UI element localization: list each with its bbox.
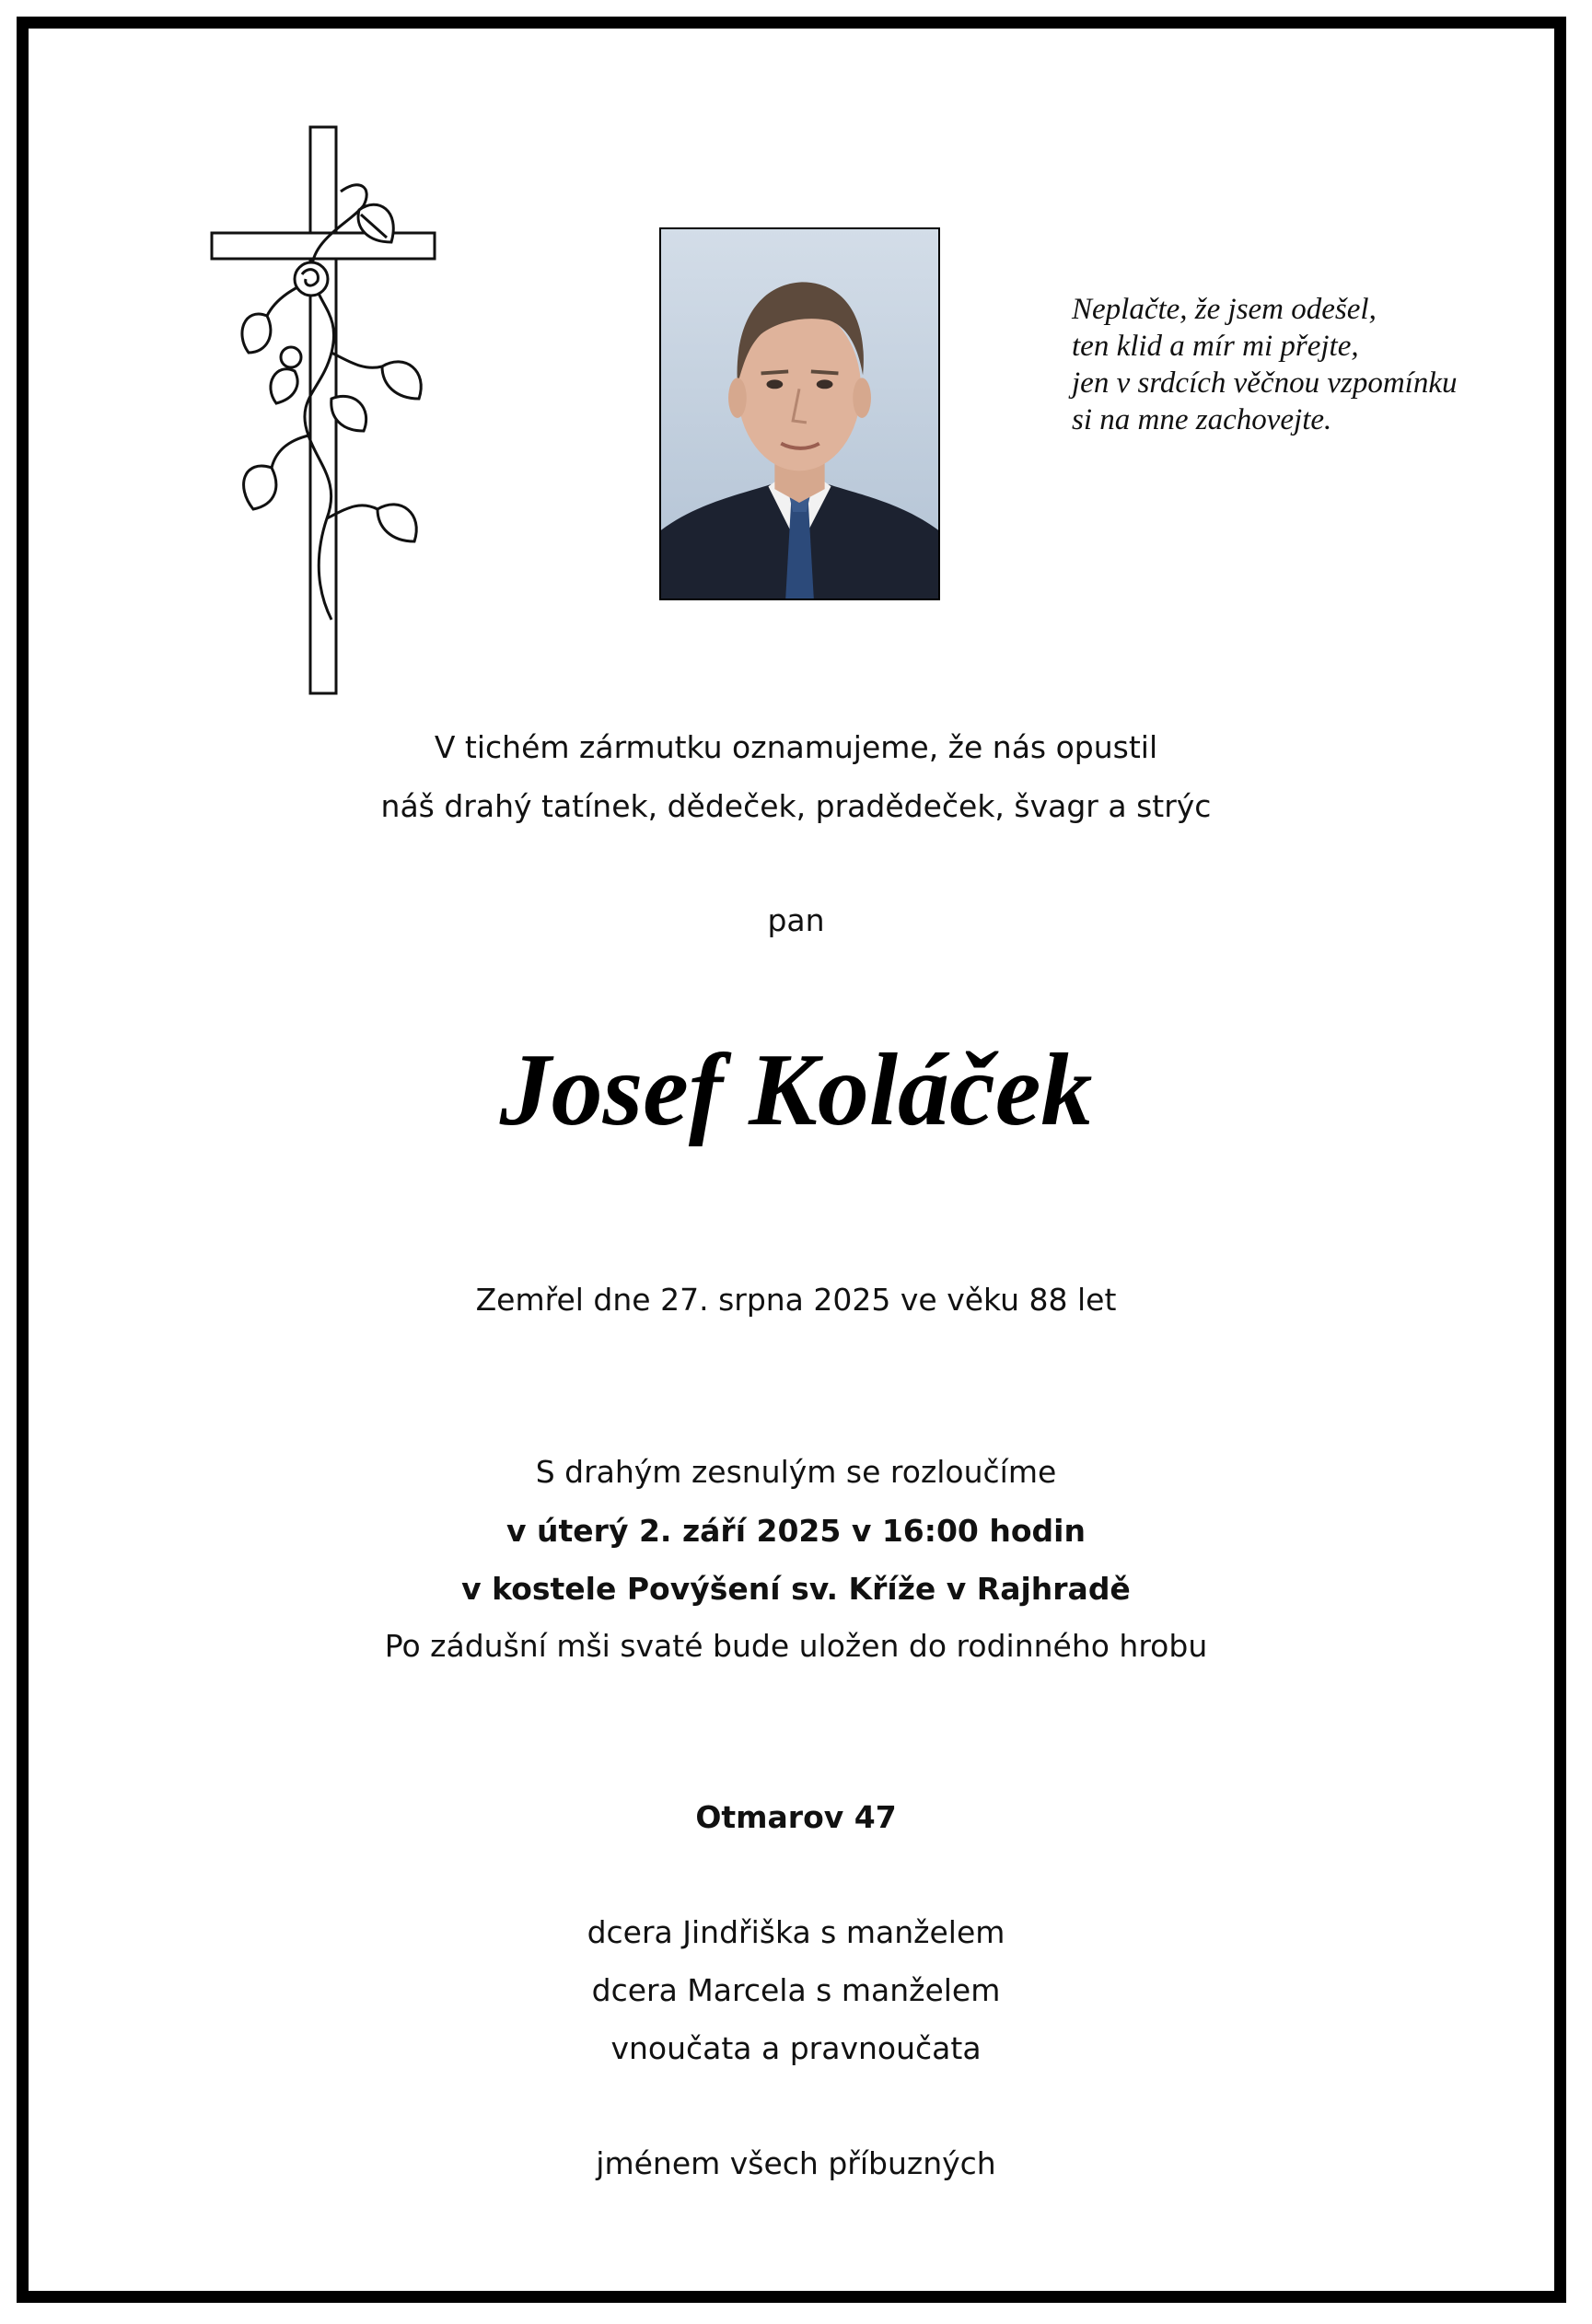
poem: [1072, 291, 1457, 438]
farewell-datetime: v úterý 2. září 2025 v 16:00 hodin: [506, 1513, 1086, 1549]
farewell-burial: Po zádušní mši svaté bude uložen do rodinného hrobu: [384, 1628, 1208, 1664]
death-info: Zemřel dne 27. srpna 2025 ve věku 88 let: [475, 1282, 1117, 1318]
title-prefix: pan: [767, 902, 825, 938]
farewell-location: v kostele Povýšení sv. Kříže v Rajhradě: [461, 1571, 1131, 1607]
cross-with-rose-icon: [203, 122, 442, 698]
announcement-line-1: V tichém zármutku oznamujeme, že nás opustil: [434, 729, 1158, 765]
farewell-intro: S drahým zesnulým se rozloučíme: [535, 1454, 1057, 1490]
portrait-photo: [659, 227, 940, 600]
closing: jménem všech příbuzných: [596, 2145, 996, 2181]
mourner-line: dcera Marcela s manželem: [591, 1972, 1001, 2008]
mourner-line: vnoučata a pravnoučata: [610, 2030, 982, 2066]
mourner-line: dcera Jindřiška s manželem: [587, 1914, 1005, 1950]
address: Otmarov 47: [695, 1799, 897, 1835]
poem-line: si na mne zachovejte.: [1072, 403, 1332, 436]
poem-line: jen v srdcích věčnou vzpomínku: [1072, 366, 1458, 400]
poem-line: Neplačte, že jsem odešel,: [1072, 293, 1377, 326]
announcement-line-2: náš drahý tatínek, dědeček, pradědeček, švagr a strýc: [380, 788, 1212, 824]
deceased-name: Josef Koláček: [499, 1033, 1093, 1147]
poem-line: ten klid a mír mi přejte,: [1072, 330, 1359, 363]
